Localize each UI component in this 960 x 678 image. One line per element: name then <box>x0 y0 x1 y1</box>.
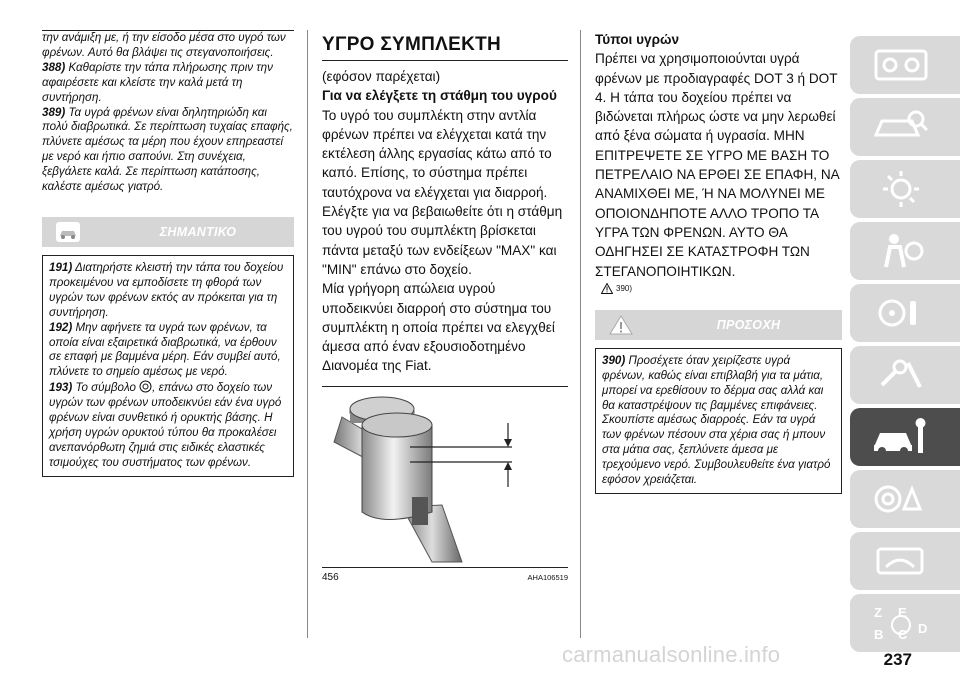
tab-maintenance[interactable] <box>850 408 960 466</box>
warning-reference: 390) <box>601 283 842 294</box>
airbag-person-icon <box>872 231 930 271</box>
right-column <box>595 30 842 494</box>
car-magnifier-icon <box>872 107 930 147</box>
subtitle: (εφόσον παρέχεται) <box>322 69 441 84</box>
tab-dashboard[interactable] <box>850 36 960 94</box>
watermark: carmanualsonline.info <box>562 642 781 667</box>
chapter-tabs <box>850 36 960 656</box>
figure-code: AHA106519 <box>527 572 568 582</box>
middle-column <box>322 30 568 583</box>
intro-text: την ανάμιξη με, ή την είσοδο μέσα στο υγρό των φρένων. Αυτό θα βλάψει τις στεγανοποιήσεις. <box>42 31 286 59</box>
tab-starting-driving[interactable] <box>850 284 960 342</box>
column-divider <box>307 30 308 638</box>
fluid-types-paragraph: Πρέπει να χρησιμοποιούνται υγρά φρένων με προδιαγραφές DOT 3 ή DOT 4. Η τάπα του δοχείου πρέπει να βιδώνεται πλήρως ώστε να μην λερωθεί από ξένα σώματα ή υγρασία. ΜΗΝ ΕΠΙΤΡΕΨΕΤΕ ΣΕ ΥΓΡΟ ΜΕ ΒΑΣΗ ΤΟ ΠΕΤΡΕΛΑΙΟ ΝΑ ΕΡΘΕΙ ΣΕ ΕΠΑΦΗ, ΝΑ ΑΝΑΜΙΧΘΕΙ ΜΕ, Ή ΝΑ ΜΟΛΥΝΕΙ ΜΕ ΟΠΟΙΟΝΔΗΠΟΤΕ ΑΛΛΟ ΤΡΟΠΟ ΤΑ ΥΓΡΑ ΤΩΝ ΦΡΕΝΩΝ. ΑΥΤΟ ΘΑ ΟΔΗΓΗΣΕΙ ΣΕ ΚΑΤΑΣΤΡΟΦΗ ΤΩΝ ΣΤΕΓΑΝΟΠΟΙΗΤΙΚΩΝ. <box>595 51 839 279</box>
important-192: 192) Μην αφήνετε τα υγρά των φρένων, τα οποία είναι εξαιρετικά διαβρωτικά, να έρθουν σε επαφή με βαμμένα μέρη. Εάν συμβεί αυτό, πλύνετε το σημείο αμέσως με νερό. <box>49 320 281 379</box>
caution-title: ΠΡΟΣΟΧΗ <box>716 317 781 332</box>
tab-technical-data[interactable] <box>850 470 960 528</box>
alphabetical-index-icon <box>872 603 930 643</box>
caution-box <box>595 348 842 494</box>
note-389: 389) Τα υγρά φρένων είναι δηλητηριώδη και πολύ διαβρωτικά. Σε περίπτωση τυχαίας επαφής, πλύνετε αμέσως τα μέρη που έχουν επηρεαστεί με νερό και ήπιο σαπούνι. Στη συνέχεια, ξεβγάλετε καλά. Σε περίπτωση κατάποσης, καλέστε αμέσως γιατρό. <box>42 105 293 194</box>
brake-fluid-symbol-icon <box>139 380 152 393</box>
paragraph-1: Το υγρό του συμπλέκτη στην αντλία φρένων πρέπει να ελέγχεται κατά την εκτέλεση άλλης εργασίας κάτω από το καπό. Επίσης, το σύστημα πρέπει ταυτόχρονα να ελέγχεται για διαρροή. <box>322 107 552 200</box>
tab-multimedia[interactable] <box>850 532 960 590</box>
paragraph-2: Ελέγξτε για να βεβαιωθείτε ότι η στάθμη του υγρού του συμπλέκτη βρίσκεται πάντα μεταξύ των ενδείξεων "MAX" και "MIN" επάνω στο δοχείο. <box>322 204 563 277</box>
left-column <box>42 30 294 477</box>
important-callout <box>42 217 294 247</box>
technical-data-icon <box>872 479 930 519</box>
svg-text:B: B <box>874 627 884 642</box>
fluid-types-heading: Τύποι υγρών <box>595 32 680 47</box>
important-193: 193) Το σύμβολο , επάνω στο δοχείο των υγρών των φρένων υποδεικνύει εάν ένα υγρό φρένων είναι συνθετικό ή ορυκτής βάσης. Η χρήση υγρών ορυκτού τύπου θα προκαλέσει ανεπανόρθωτη ζημιά στις ειδικές ελαστικές τσιμούχες του συστήματος των φρένων. <box>49 381 282 469</box>
multimedia-icon <box>872 541 930 581</box>
svg-text:D: D <box>918 621 928 636</box>
tools-icon <box>872 355 930 395</box>
note-388: 388) Καθαρίστε την τάπα πλήρωσης πριν την αφαιρέσετε και κλείστε την καλά μετά τη συντήρηση. <box>42 60 273 104</box>
warning-triangle-icon <box>609 315 633 335</box>
svg-text:Z: Z <box>874 605 882 620</box>
warning-triangle-icon <box>601 283 613 294</box>
car-wrench-icon <box>872 417 930 457</box>
important-box <box>42 255 294 477</box>
car-driving-icon <box>872 293 930 333</box>
important-title: ΣΗΜΑΝΤΙΚΟ <box>159 224 237 239</box>
svg-text:C: C <box>898 627 908 642</box>
car-warning-icon <box>56 222 80 242</box>
tab-safety[interactable] <box>850 222 960 280</box>
svg-text:E: E <box>898 605 907 620</box>
figure-number: 456 <box>322 571 339 583</box>
column-divider <box>580 30 581 638</box>
caution-390: 390) Προσέχετε όταν χειρίζεστε υγρά φρένων, καθώς είναι επιβλαβή για τα μάτια, μπορεί να ερεθίσουν το δέρμα σας αλλά και θα καταστρέψουν τις βαμμένες επιφάνειες. Σκουπίστε αμέσως διαρροές. Εάν τα υγρά των φρένων πέσουν στα χέρια σας ή μπουν στα μάτια σας, ξεπλύνετε άμεσα με τρεχούμενο νερό. Συμβουλευθείτε ένα γιατρό εφόσον χρειάζεται. <box>602 353 831 487</box>
clutch-reservoir-illustration <box>322 387 568 567</box>
important-191: 191) Διατηρήστε κλειστή την τάπα του δοχείου προκειμένου να εμποδίσετε τη φθορά των υγρών των φρένων εκτός αν πρόκειται για τη συντήρηση. <box>49 260 284 319</box>
level-heading: Για να ελέγξετε τη στάθμη του υγρού <box>322 88 557 104</box>
paragraph-3: Μία γρήγορη απώλεια υγρού υποδεικνύει διαρροή στο σύστημα του συμπλέκτη η οποία πρέπει να ελεγχθεί άμεσα από έναν εξουσιοδοτημένο Διανομέα της Fiat. <box>322 281 555 374</box>
tab-warning-lights[interactable] <box>850 160 960 218</box>
tab-emergency[interactable] <box>850 346 960 404</box>
car-dashboard-icon <box>872 45 930 85</box>
section-title: ΥΓΡΟ ΣΥΜΠΛΕΚΤΗ <box>322 34 568 61</box>
tab-index[interactable] <box>850 594 960 652</box>
figure-clutch-reservoir <box>322 386 568 583</box>
tab-vehicle[interactable] <box>850 98 960 156</box>
caution-callout <box>595 310 842 340</box>
warning-lights-icon <box>872 169 930 209</box>
page-number: 237 <box>883 650 912 669</box>
